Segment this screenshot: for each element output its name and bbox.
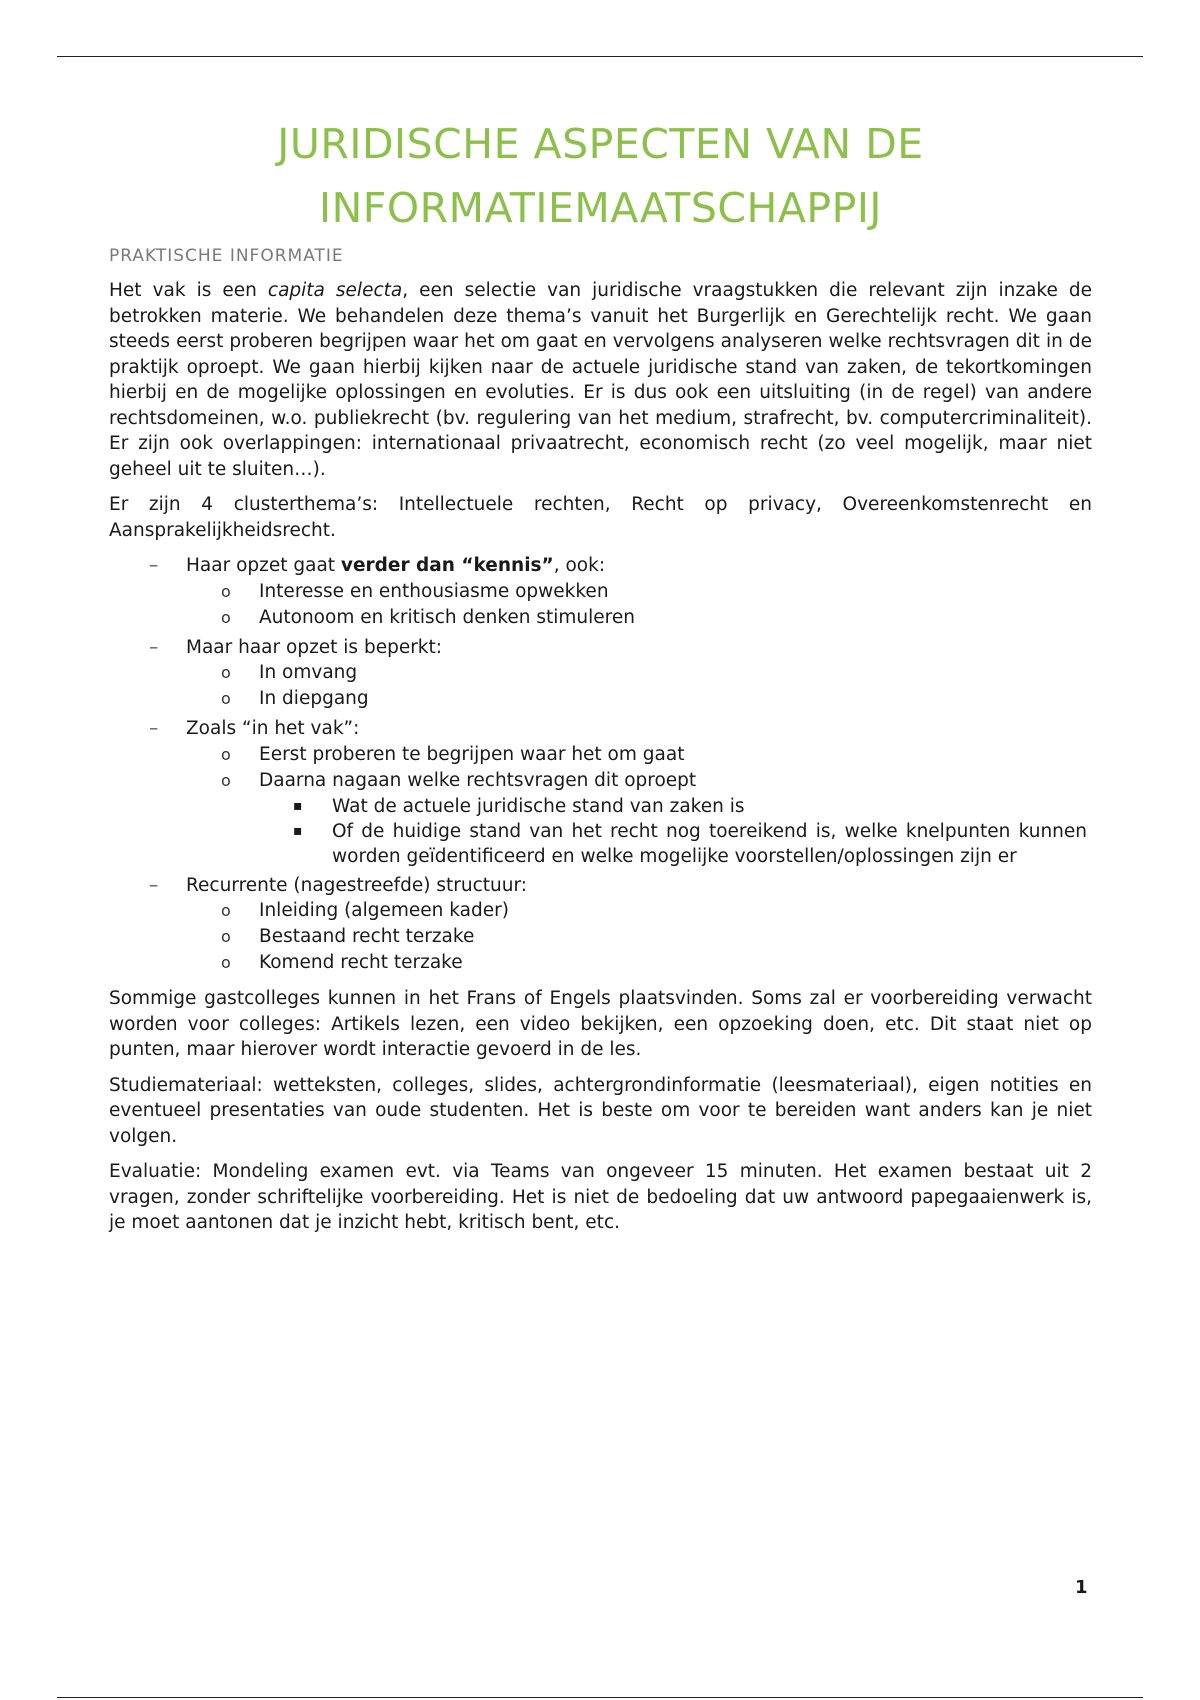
list-item [109,553,1092,631]
footer-rule [57,1697,1143,1698]
sub-item [186,742,1092,768]
sub-list [186,742,1092,869]
sub-sub-item-text: Wat de actuele juridische stand van zaken is [332,795,745,817]
dash-bullet: – [149,874,159,896]
sub-list [186,898,1092,976]
studiemateriaal-paragraph: Studiemateriaal: wetteksten, colleges, slides, achtergrondinformatie (leesmateriaal), eigen notities en eventueel presentaties van oude studenten. Het is beste om voor te bereiden want anders kan je niet volgen. [109,1074,1092,1147]
list-item [109,635,1092,713]
sub-item [186,605,1092,631]
aims-list [109,553,1092,976]
intro-text-1: Het vak is een [109,280,268,301]
sub-item-text: In diepgang [259,688,369,709]
circle-bullet: o [221,581,231,601]
document-body [109,112,1092,1246]
sub-item [186,579,1092,605]
list-item [109,873,1092,977]
sub-item-text: Interesse en enthousiasme opwekken [259,580,609,602]
circle-bullet: o [221,927,231,946]
intro-text-2: , een selectie van juridische vraagstukken die relevant zijn inzake de betrokken materie. We behandelen deze thema’s vanuit het Burgerlijk en Gerechtelijk recht. We gaan steeds eerst proberen begrijpen waar het om gaat en vervolgens analyseren welke rechtsvragen dit in de praktijk oproept. We gaan hierbij kijken naar de actuele juridische stand van zaken, de tekortkomingen hierbij en de mogelijke oplossingen en evoluties. Er is dus ook een uitsluiting (in de regel) van andere rechtsdomeinen, w.o. publiekrecht (bv. regulering van het medium, strafrecht, bv. computercriminaliteit). Er zijn ook overlappingen: internationaal privaatrecht, economisch recht (zo veel mogelijk, maar niet geheel uit te sluiten…). [109,280,1092,480]
dash-bullet: – [149,555,159,576]
square-bullet: ▪ [293,797,303,814]
intro-italic: capita selecta [267,280,403,301]
sub-sub-item [259,819,1092,869]
intro-paragraph [109,278,1092,482]
page-number: 1 [1075,1577,1088,1598]
sub-list [186,579,1092,631]
document-title [109,112,1092,240]
sub-item-text: Bestaand recht terzake [259,926,475,947]
evaluatie-paragraph: Evaluatie: Mondeling examen evt. via Teams van ongeveer 15 minuten. Het examen bestaat uit 2 vragen, zonder schriftelijke voorbereiding. Het is niet de bedoeling dat uw antwoord papegaaienwerk is, je moet aantonen dat je inzicht hebt, kritisch bent, etc. [109,1161,1092,1233]
clusters-paragraph: Er zijn 4 clusterthema’s: Intellectuele rechten, Recht op privacy, Overeenkomstenrecht en Aansprakelijkheidsrecht. [109,494,1092,541]
sub-item-text: Inleiding (algemeen kader) [259,900,509,921]
item-text: Haar opzet gaat [186,555,341,576]
dash-bullet: – [149,636,159,658]
circle-bullet: o [221,953,231,972]
item-text: Zoals “in het vak”: [186,718,360,739]
sub-item [186,686,1092,712]
circle-bullet: o [221,744,231,764]
sub-list [186,660,1092,712]
sub-item-text: Komend recht terzake [259,952,463,973]
sub-item-text: Daarna nagaan welke rechtsvragen dit oproept [259,769,697,791]
sub-sub-list [259,794,1092,869]
gastcolleges-paragraph: Sommige gastcolleges kunnen in het Frans of Engels plaatsvinden. Soms zal er voorbereiding verwacht worden voor colleges: Artikels lezen, een video bekijken, een opzoeking doen, etc. Dit staat niet op punten, maar hierover wordt interactie gevoerd in de les. [109,988,1092,1060]
square-bullet: ▪ [293,822,303,839]
sub-sub-item-text: Of de huidige stand van het recht nog toereikend is, welke knelpunten kunnen worden geïdentificeerd en welke mogelijke voorstellen/oplossingen zijn er [332,820,1087,867]
section-heading: PRAKTISCHE INFORMATIE [109,246,344,266]
sub-item [186,660,1092,686]
sub-item [186,924,1092,950]
dash-bullet: – [149,718,159,739]
circle-bullet: o [221,607,231,627]
circle-bullet: o [221,770,231,790]
item-text: , ook: [553,555,606,576]
item-bold: verder dan “kennis” [340,555,554,576]
header-rule [57,56,1143,57]
sub-item-text: Eerst proberen te begrijpen waar het om gaat [259,743,685,765]
circle-bullet: o [221,663,231,682]
list-item [109,716,1092,869]
sub-item [186,898,1092,924]
sub-sub-item [259,794,1092,819]
item-text: Maar haar opzet is beperkt: [186,636,443,658]
circle-bullet: o [221,689,231,708]
item-text: Recurrente (nagestreefde) structuur: [186,874,528,896]
sub-item-text: In omvang [259,662,358,683]
circle-bullet: o [221,901,231,920]
title-line-2: INFORMATIEMAATSCHAPPIJ [318,184,883,232]
sub-item [186,768,1092,869]
sub-item-text: Autonoom en kritisch denken stimuleren [259,606,635,628]
title-line-1: JURIDISCHE ASPECTEN VAN DE [277,120,924,168]
sub-item [186,950,1092,976]
